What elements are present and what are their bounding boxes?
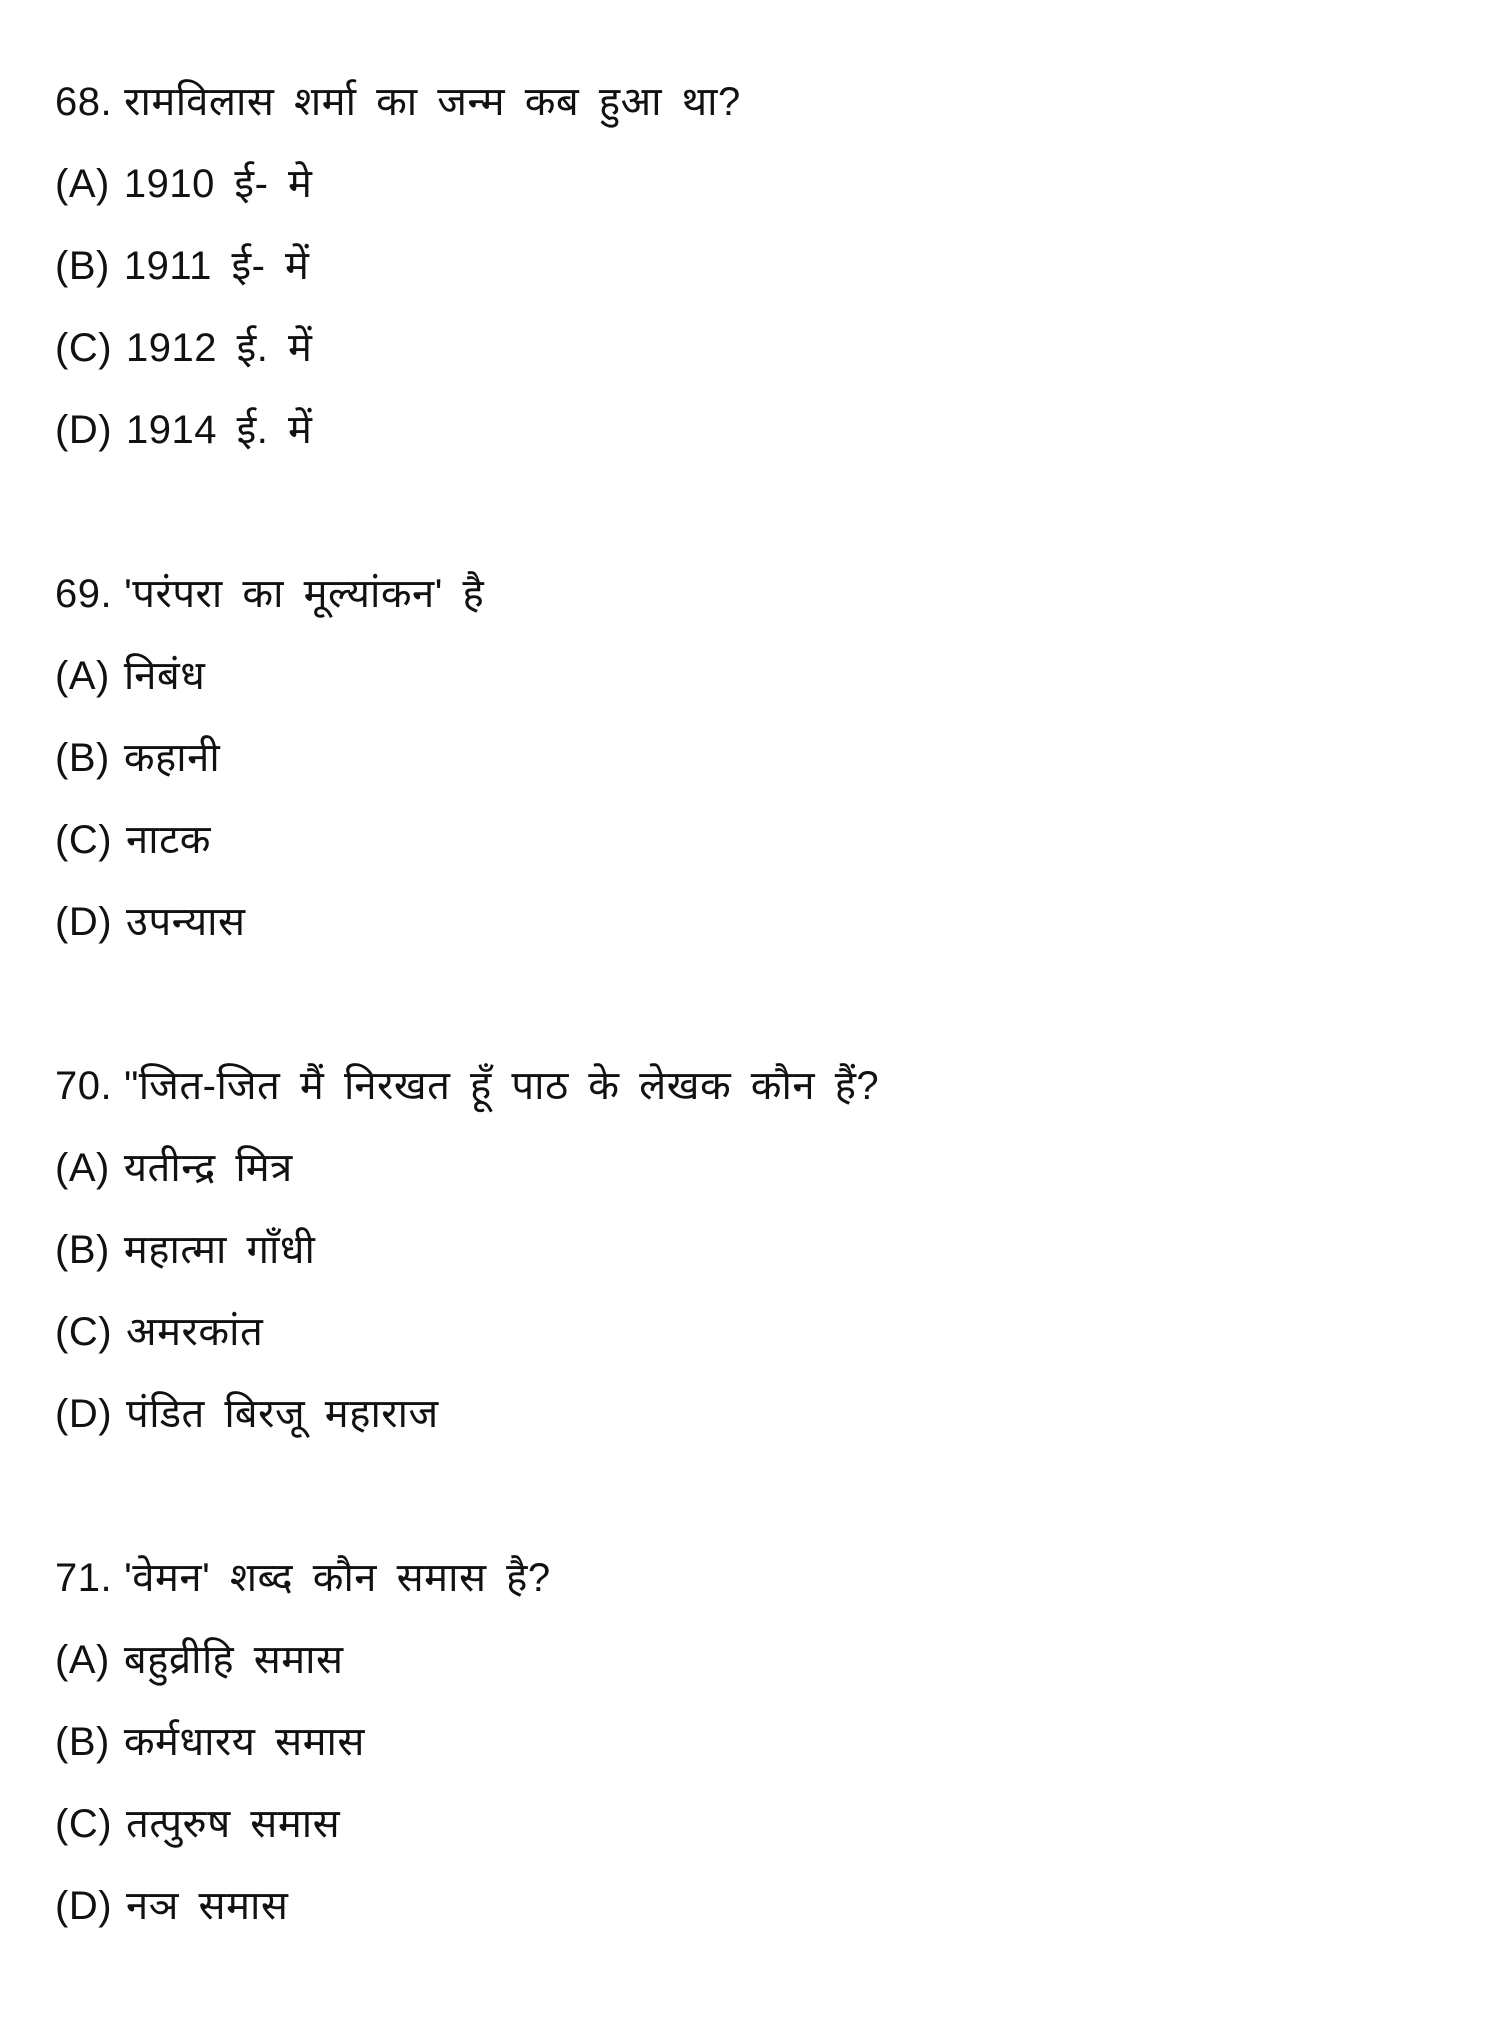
option-b	[55, 1226, 315, 1274]
option-c	[55, 324, 312, 372]
option-text: 1914 ई. में	[126, 408, 313, 452]
option-label: (A)	[55, 654, 110, 698]
option-d	[55, 1882, 288, 1930]
option-a	[55, 1144, 293, 1192]
option-c	[55, 1308, 263, 1356]
option-label: (C)	[55, 1310, 113, 1354]
question-stem: 'वेमन' शब्द कौन समास है?	[124, 1556, 551, 1600]
option-text: नाटक	[126, 818, 211, 862]
option-a	[55, 160, 312, 208]
option-text: यतीन्द्र मित्र	[123, 1146, 293, 1190]
option-label: (A)	[55, 1146, 110, 1190]
option-d	[55, 406, 312, 454]
question-text	[55, 570, 484, 618]
option-label: (B)	[55, 1228, 110, 1272]
question-stem: 'परंपरा का मूल्यांकन' है	[124, 572, 485, 616]
option-text: 1912 ई. में	[126, 326, 313, 370]
option-a	[55, 652, 205, 700]
option-label: (D)	[55, 1884, 113, 1928]
option-text: कर्मधारय समास	[123, 1720, 365, 1764]
question-number: 69.	[55, 572, 113, 616]
option-d	[55, 898, 246, 946]
option-text: बहुव्रीहि समास	[123, 1638, 344, 1682]
question-stem: "जित-जित मैं निरखत हूँ पाठ के लेखक कौन हैं?	[124, 1064, 880, 1108]
option-label: (B)	[55, 1720, 110, 1764]
option-label: (C)	[55, 326, 113, 370]
question-number: 71.	[55, 1556, 113, 1600]
option-c	[55, 1800, 340, 1848]
option-label: (D)	[55, 408, 113, 452]
option-text: नञ समास	[126, 1884, 289, 1928]
option-text: कहानी	[123, 736, 221, 780]
option-text: तत्पुरुष समास	[126, 1802, 341, 1846]
option-b	[55, 1718, 365, 1766]
option-label: (D)	[55, 900, 113, 944]
option-b	[55, 734, 220, 782]
option-text: 1910 ई- मे	[123, 162, 313, 206]
option-label: (B)	[55, 736, 110, 780]
option-a	[55, 1636, 344, 1684]
option-d	[55, 1390, 439, 1438]
option-text: निबंध	[123, 654, 206, 698]
option-label: (B)	[55, 244, 110, 288]
option-c	[55, 816, 211, 864]
question-number: 70.	[55, 1064, 113, 1108]
question-text	[55, 1062, 879, 1110]
option-label: (A)	[55, 1638, 110, 1682]
question-text	[55, 1554, 551, 1602]
question-stem: रामविलास शर्मा का जन्म कब हुआ था?	[124, 80, 741, 124]
option-label: (A)	[55, 162, 110, 206]
option-text: 1911 ई- में	[123, 244, 310, 288]
option-label: (C)	[55, 818, 113, 862]
option-label: (C)	[55, 1802, 113, 1846]
option-text: उपन्यास	[126, 900, 246, 944]
option-text: महात्मा गाँधी	[123, 1228, 316, 1272]
option-b	[55, 242, 309, 290]
option-label: (D)	[55, 1392, 113, 1436]
option-text: अमरकांत	[126, 1310, 264, 1354]
question-number: 68.	[55, 80, 113, 124]
question-text	[55, 78, 741, 126]
option-text: पंडित बिरजू महाराज	[126, 1392, 439, 1436]
